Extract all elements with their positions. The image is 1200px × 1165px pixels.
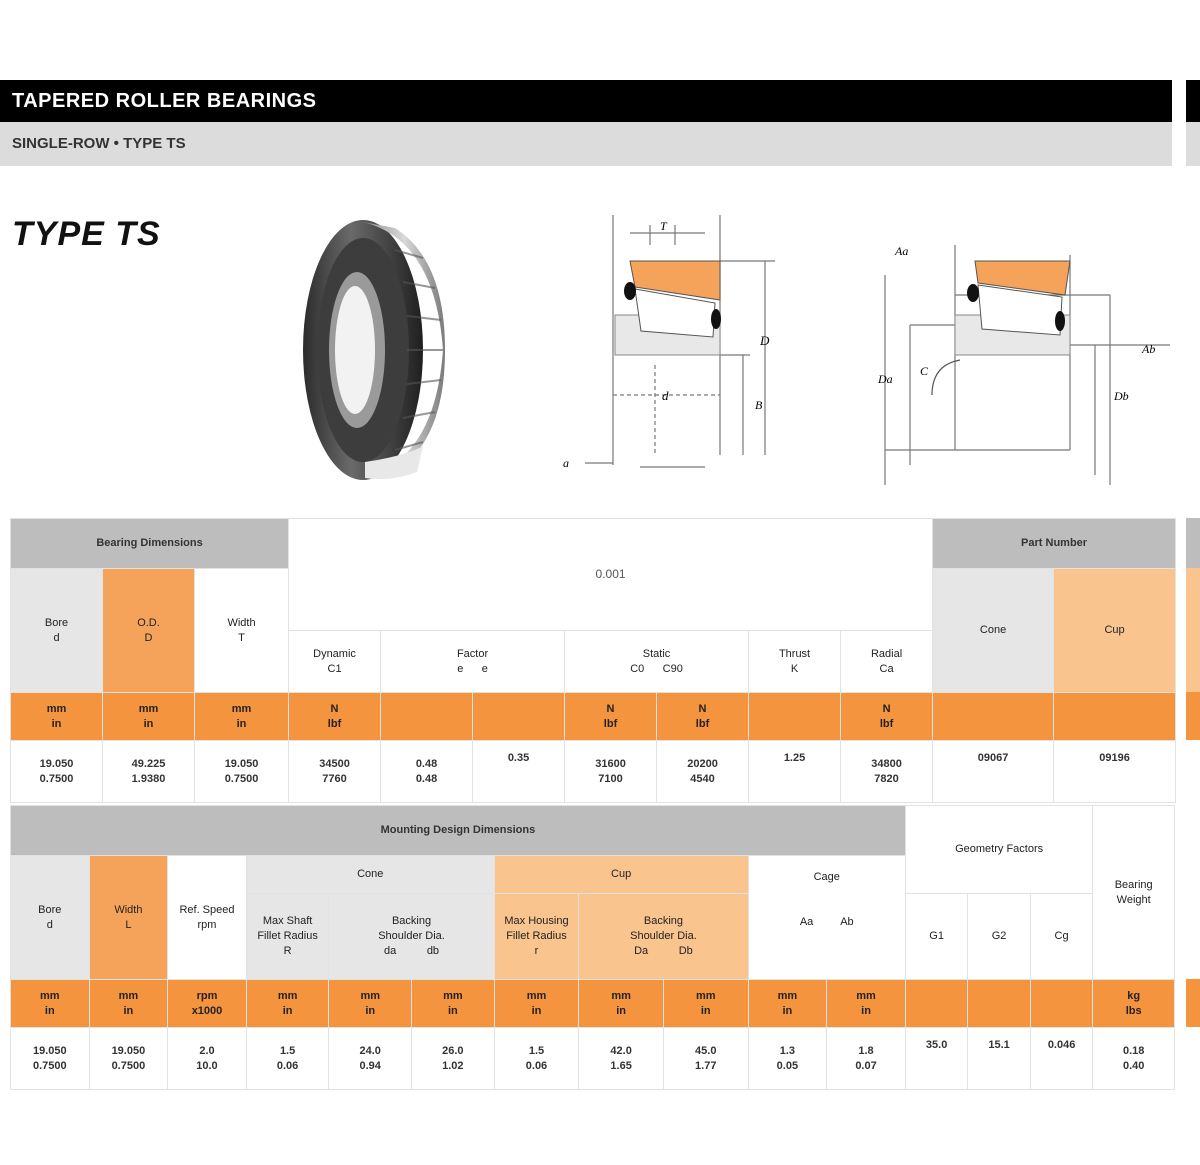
- unit-od: mm in: [103, 693, 195, 741]
- page-subtitle-bar: [0, 122, 1172, 166]
- diagram-b-label-top: Aa: [895, 244, 909, 258]
- subtitle-bar-edge: [1186, 122, 1200, 166]
- unit-cone-r: mm in: [246, 980, 329, 1028]
- col-bore: [11, 856, 90, 980]
- col-weight-label: Bearing: [1114, 878, 1153, 891]
- diagram-b-label-mid: C: [920, 364, 929, 378]
- col-factor-label: Factor: [456, 647, 489, 660]
- group-mounting: Mounting Design Dimensions: [11, 806, 906, 856]
- diagram-a-label-top: T: [660, 219, 667, 233]
- unit-factor-a: [381, 693, 473, 741]
- col-static: [565, 631, 749, 693]
- diagram-b-label-right: Ab: [1142, 342, 1156, 356]
- unit-speed: rpm x1000: [168, 980, 247, 1028]
- cell-speed: 2.0 10.0: [168, 1028, 247, 1090]
- col-speed-label: Ref. Speed: [179, 903, 235, 916]
- cell-width: 19.050 0.7500: [195, 741, 289, 803]
- col-od-sym: D: [144, 631, 153, 644]
- diagram-a-label-left: a: [563, 456, 569, 470]
- unit-cone: [933, 693, 1054, 741]
- col-cup-backing: Backing Shoulder Dia. Da Db: [579, 894, 748, 980]
- col-dynamic: [289, 631, 381, 693]
- col-bore-sym: d: [46, 918, 53, 931]
- page-subtitle: SINGLE-ROW • TYPE TS: [12, 135, 186, 152]
- group-cone: Cone: [246, 856, 494, 894]
- cell-cup: 09196: [1054, 741, 1176, 803]
- mounting-dimensions-table: [10, 805, 1175, 1090]
- unit-bore: mm in: [11, 693, 103, 741]
- cell-od: 49.225 1.9380: [103, 741, 195, 803]
- col-bore-label: Bore: [38, 903, 62, 916]
- cell-cone-db: 26.0 1.02: [412, 1028, 495, 1090]
- cell-cone-r: 1.5 0.06: [246, 1028, 329, 1090]
- col-width-label: Width: [227, 616, 256, 629]
- page-title-bar: [0, 80, 1172, 122]
- cell-cone-da: 24.0 0.94: [329, 1028, 412, 1090]
- col-cup-housing: Max Housing Fillet Radius r: [494, 894, 579, 980]
- cell-cg: 0.046: [1030, 1028, 1093, 1090]
- col-factor-sym: e: [457, 662, 464, 675]
- unit-static2: N lbf: [657, 693, 749, 741]
- group-cup: Cup: [494, 856, 748, 894]
- center-note-cell: [289, 519, 933, 631]
- unit-dynamic: N lbf: [289, 693, 381, 741]
- unit-cup-db: mm in: [663, 980, 748, 1028]
- col-cg: Cg: [1030, 894, 1093, 980]
- cell-thrust: 1.25: [749, 741, 841, 803]
- col-width: [89, 856, 168, 980]
- col-radial-sym: Ca: [879, 662, 894, 675]
- unit-thrust: [749, 693, 841, 741]
- type-heading: TYPE TS: [12, 215, 161, 253]
- group-part-number: Part Number: [933, 519, 1176, 569]
- unit-cage-ab: mm in: [827, 980, 906, 1028]
- unit-cup-da: mm in: [579, 980, 664, 1028]
- col-width-sym: T: [238, 631, 245, 644]
- edge-strip-orange-1: [1186, 568, 1200, 692]
- col-dynamic-sym: C1: [327, 662, 342, 675]
- unit-cone-db: mm in: [412, 980, 495, 1028]
- unit-cup: [1054, 693, 1176, 741]
- unit-g1: [905, 980, 967, 1028]
- col-cone-shaft: Max Shaft Fillet Radius R: [246, 894, 329, 980]
- col-weight-label2: Weight: [1116, 893, 1151, 906]
- col-dynamic-label: Dynamic: [313, 647, 356, 660]
- col-width-sym: L: [125, 918, 132, 931]
- col-radial: [841, 631, 933, 693]
- group-bearing-dimensions: Bearing Dimensions: [11, 519, 289, 569]
- col-bore-sym: d: [53, 631, 60, 644]
- unit-cone-da: mm in: [329, 980, 412, 1028]
- edge-strip-unit-1: [1186, 692, 1200, 740]
- cell-factor-a: 0.48 0.48: [381, 741, 473, 803]
- col-width: [195, 569, 289, 693]
- cell-factor-b: 0.35: [473, 741, 565, 803]
- col-static-sym1: C0: [630, 662, 645, 675]
- col-g1: G1: [905, 894, 967, 980]
- col-thrust-sym: K: [790, 662, 799, 675]
- title-bar-edge: [1186, 80, 1200, 122]
- cell-bore: 19.050 0.7500: [11, 1028, 90, 1090]
- unit-width: mm in: [89, 980, 168, 1028]
- col-cone-backing: Backing Shoulder Dia. da db: [329, 894, 494, 980]
- col-factor: [381, 631, 565, 693]
- page-title: TAPERED ROLLER BEARINGS: [12, 90, 317, 112]
- col-cage-sym2: Ab: [840, 915, 854, 928]
- unit-width: mm in: [195, 693, 289, 741]
- cell-radial: 34800 7820: [841, 741, 933, 803]
- unit-radial: N lbf: [841, 693, 933, 741]
- table-row: [11, 741, 1176, 803]
- unit-cg: [1030, 980, 1093, 1028]
- col-od: [103, 569, 195, 693]
- col-bore: [11, 569, 103, 693]
- col-cup: Cup: [1054, 569, 1176, 693]
- col-od-label: O.D.: [137, 616, 160, 629]
- mounting-dimensions-diagram: [870, 225, 1200, 495]
- bearing-section-diagram: [555, 205, 795, 485]
- col-speed-sym: rpm: [197, 918, 217, 931]
- col-weight: [1093, 806, 1175, 980]
- diagram-a-label-right: D: [760, 333, 770, 348]
- diagram-b-label-left: Da: [878, 372, 893, 386]
- diagram-a-label-bottom: d: [662, 388, 669, 403]
- cell-bore: 19.050 0.7500: [11, 741, 103, 803]
- col-radial-label: Radial: [870, 647, 903, 660]
- cell-g1: 35.0: [905, 1028, 967, 1090]
- col-static-sym2: C90: [662, 662, 683, 675]
- cell-weight: 0.18 0.40: [1093, 1028, 1175, 1090]
- col-factor-sym2: e: [481, 662, 488, 675]
- cell-cup-db: 45.0 1.77: [663, 1028, 748, 1090]
- cell-dynamic: 34500 7760: [289, 741, 381, 803]
- col-g2: G2: [968, 894, 1030, 980]
- edge-strip-unit-2: [1186, 979, 1200, 1027]
- edge-strip-gray-1: [1186, 518, 1200, 568]
- tapered-roller-bearing-photo: [295, 210, 475, 490]
- col-bore-label: Bore: [44, 616, 69, 629]
- cell-cup-r: 1.5 0.06: [494, 1028, 579, 1090]
- unit-bore: mm in: [11, 980, 90, 1028]
- cell-g2: 15.1: [968, 1028, 1030, 1090]
- unit-factor-b: [473, 693, 565, 741]
- unit-weight: kg lbs: [1093, 980, 1175, 1028]
- cell-cage-ab: 1.8 0.07: [827, 1028, 906, 1090]
- col-speed: [168, 856, 247, 980]
- unit-g2: [968, 980, 1030, 1028]
- cell-static2: 20200 4540: [657, 741, 749, 803]
- bearing-dimensions-table: [10, 518, 1176, 803]
- col-thrust-label: Thrust: [778, 647, 811, 660]
- cell-static1: 31600 7100: [565, 741, 657, 803]
- cell-cup-da: 42.0 1.65: [579, 1028, 664, 1090]
- diagram-a-label-side: B: [755, 398, 763, 412]
- cell-cage-aa: 1.3 0.05: [748, 1028, 827, 1090]
- col-width-label: Width: [114, 903, 143, 916]
- col-cone: Cone: [933, 569, 1054, 693]
- center-note: 0.001: [595, 567, 626, 582]
- group-geometry: Geometry Factors: [905, 806, 1092, 894]
- unit-cage-aa: mm in: [748, 980, 827, 1028]
- col-cage-sym1: Aa: [799, 915, 814, 928]
- cell-cone: 09067: [933, 741, 1054, 803]
- col-static-label: Static: [642, 647, 671, 660]
- cell-width: 19.050 0.7500: [89, 1028, 168, 1090]
- unit-static1: N lbf: [565, 693, 657, 741]
- group-cage-label: Cage: [813, 871, 840, 883]
- group-cage: [748, 856, 905, 980]
- table-row: [11, 1028, 1175, 1090]
- unit-cup-r: mm in: [494, 980, 579, 1028]
- diagram-b-label-side: Db: [1114, 389, 1129, 403]
- col-thrust: [749, 631, 841, 693]
